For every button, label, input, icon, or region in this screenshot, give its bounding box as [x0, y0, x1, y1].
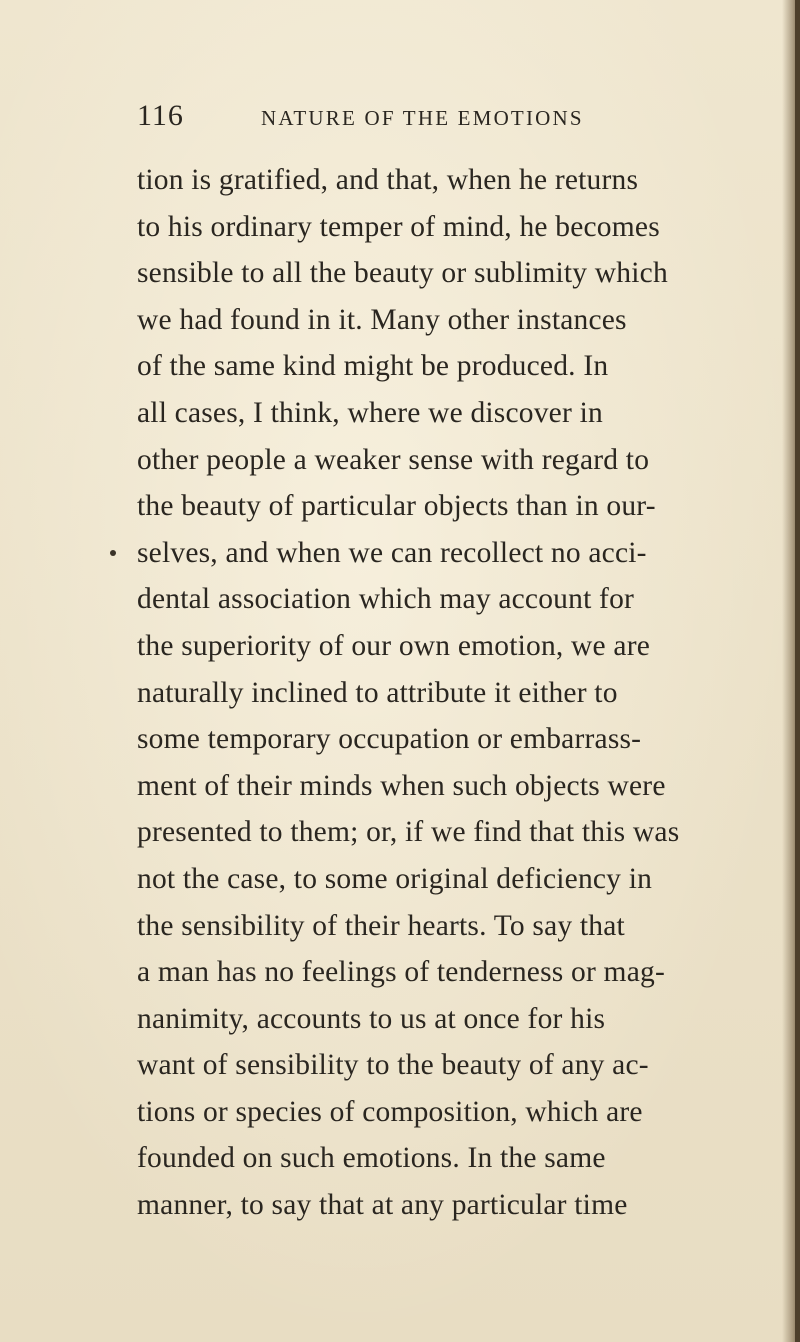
text-line: want of sensibility to the beauty of any ac- [137, 1049, 649, 1082]
text-line: a man has no feelings of tenderness or mag- [137, 956, 665, 989]
page-edge [795, 0, 800, 1342]
body-text [137, 157, 777, 1229]
text-line: sensible to all the beauty or sublimity which [137, 257, 668, 290]
text-line: to his ordinary temper of mind, he becomes [137, 210, 660, 243]
text-line: all cases, I think, where we discover in [137, 396, 603, 429]
text-line: dental association which may account for [137, 583, 635, 616]
text-line: ment of their minds when such objects were [137, 769, 666, 802]
text-line: other people a weaker sense with regard to [137, 443, 650, 476]
text-line: naturally inclined to attribute it either to [137, 676, 618, 709]
text-line: some temporary occupation or embarrass- [137, 723, 642, 756]
page-number: 116 [137, 99, 184, 132]
text-line: we had found in it. Many other instances [137, 303, 627, 336]
text-line: the sensibility of their hearts. To say that [137, 909, 625, 942]
text-line: founded on such emotions. In the same [137, 1142, 606, 1175]
text-line: tions or species of composition, which are [137, 1095, 643, 1128]
running-head: NATURE OF THE EMOTIONS [261, 106, 584, 130]
text-line: the beauty of particular objects than in our- [137, 490, 656, 523]
text-line: nanimity, accounts to us at once for his [137, 1002, 606, 1035]
text-line: not the case, to some original deficiency in [137, 862, 653, 895]
text-line: of the same kind might be produced. In [137, 350, 609, 383]
text-line: tion is gratified, and that, when he returns [137, 164, 639, 196]
text-line: selves, and when we can recollect no acci- [137, 536, 647, 569]
text-line: the superiority of our own emotion, we are [137, 629, 651, 662]
ink-speck [110, 550, 116, 556]
text-line: presented to them; or, if we find that this was [137, 816, 680, 849]
text-line: manner, to say that at any particular time [137, 1189, 628, 1222]
page-header [137, 96, 737, 136]
